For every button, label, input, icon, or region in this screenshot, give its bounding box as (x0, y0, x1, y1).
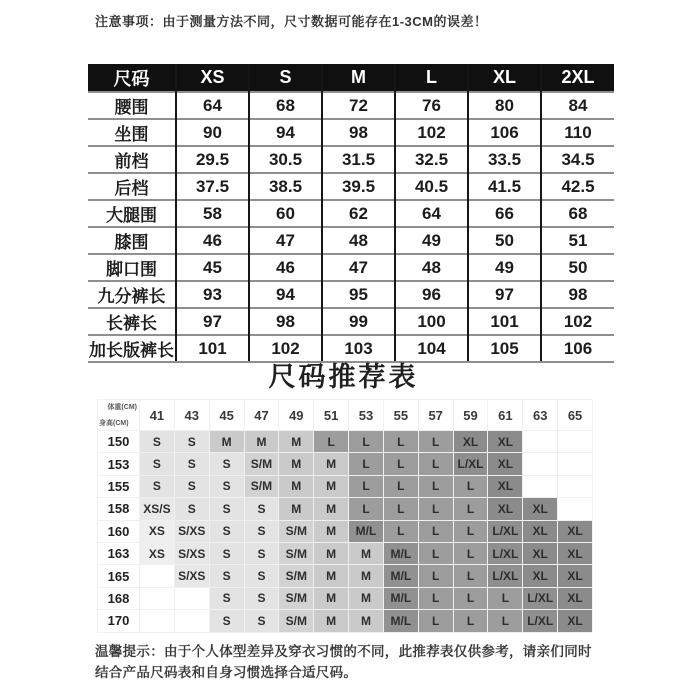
weight-header-43: 43 (174, 400, 209, 431)
size-value-cell: 47 (249, 227, 322, 254)
recommend-cell: M (314, 587, 349, 609)
recommend-cell: M (349, 610, 384, 632)
recommend-cell: S/M (279, 587, 314, 609)
size-row-label: 膝围 (88, 227, 176, 254)
recommend-cell: S (140, 431, 175, 453)
size-row (88, 200, 614, 227)
size-row (88, 308, 614, 335)
size-value-cell: 94 (249, 119, 322, 146)
recommend-cell: L (383, 475, 418, 497)
recommend-cell: L (488, 610, 523, 632)
size-row (88, 173, 614, 200)
size-value-cell: 103 (322, 335, 395, 362)
size-header-label: 尺码 (88, 64, 176, 92)
recommend-cell: L (453, 520, 488, 542)
recommend-cell: L (383, 431, 418, 453)
size-header-xs: XS (176, 64, 249, 92)
recommend-cell: S/XS (174, 520, 209, 542)
recommend-cell: XL (558, 520, 593, 542)
recommend-cell: XL (523, 520, 558, 542)
recommend-cell: XL (523, 498, 558, 520)
size-value-cell: 60 (249, 200, 322, 227)
size-value-cell: 68 (249, 92, 322, 119)
recommend-cell: S/M (244, 453, 279, 475)
recommend-cell: L/XL (488, 565, 523, 587)
recommend-cell: L/XL (488, 542, 523, 564)
size-value-cell: 45 (176, 254, 249, 281)
size-value-cell: 84 (541, 92, 614, 119)
recommend-cell: L (453, 498, 488, 520)
recommend-cell: S (174, 431, 209, 453)
recommend-cell: L (453, 610, 488, 632)
recommend-cell: S (209, 453, 244, 475)
recommend-cell: L (314, 431, 349, 453)
recommend-cell: M (314, 498, 349, 520)
size-value-cell: 39.5 (322, 173, 395, 200)
recommend-cell: L (349, 431, 384, 453)
size-value-cell: 76 (395, 92, 468, 119)
weight-header-57: 57 (418, 400, 453, 431)
recommend-cell: XS/S (140, 498, 175, 520)
size-value-cell: 101 (176, 335, 249, 362)
size-value-cell: 62 (322, 200, 395, 227)
recommend-table-header-row (98, 400, 593, 431)
size-value-cell: 72 (322, 92, 395, 119)
recommend-cell: L (418, 431, 453, 453)
recommend-cell: M/L (383, 610, 418, 632)
size-header-m: M (322, 64, 395, 92)
size-value-cell: 48 (322, 227, 395, 254)
size-value-cell: 50 (468, 227, 541, 254)
size-header-l: L (395, 64, 468, 92)
size-value-cell: 110 (541, 119, 614, 146)
recommend-cell: L (453, 587, 488, 609)
recommend-cell: M/L (349, 520, 384, 542)
size-row-label: 后档 (88, 173, 176, 200)
recommend-cell: S (209, 498, 244, 520)
recommend-row (98, 475, 593, 497)
height-label-163: 163 (98, 542, 140, 564)
recommend-row (98, 520, 593, 542)
weight-header-45: 45 (209, 400, 244, 431)
weight-header-53: 53 (349, 400, 384, 431)
recommend-cell: XL (488, 475, 523, 497)
size-value-cell: 34.5 (541, 146, 614, 173)
recommend-cell-empty (523, 453, 558, 475)
recommend-cell: L (418, 542, 453, 564)
size-value-cell: 64 (176, 92, 249, 119)
recommend-cell: S (174, 475, 209, 497)
size-value-cell: 47 (322, 254, 395, 281)
recommend-cell: S/XS (174, 542, 209, 564)
size-value-cell: 31.5 (322, 146, 395, 173)
recommend-row (98, 587, 593, 609)
size-table-body (88, 92, 614, 362)
recommend-cell: S (140, 475, 175, 497)
size-value-cell: 41.5 (468, 173, 541, 200)
size-value-cell: 98 (249, 308, 322, 335)
recommend-cell: XL (488, 431, 523, 453)
size-value-cell: 68 (541, 200, 614, 227)
size-row (88, 281, 614, 308)
size-row-label: 坐围 (88, 119, 176, 146)
recommend-cell: S (209, 520, 244, 542)
size-row-label: 前档 (88, 146, 176, 173)
recommend-cell: M (279, 475, 314, 497)
recommend-cell: S/M (279, 610, 314, 632)
size-value-cell: 48 (395, 254, 468, 281)
size-value-cell: 97 (468, 281, 541, 308)
size-value-cell: 49 (468, 254, 541, 281)
size-value-cell: 95 (322, 281, 395, 308)
size-value-cell: 49 (395, 227, 468, 254)
recommend-cell: XL (523, 542, 558, 564)
recommend-cell-empty (140, 610, 175, 632)
recommend-row (98, 453, 593, 475)
recommend-cell: M/L (383, 587, 418, 609)
recommend-cell: XL (558, 587, 593, 609)
size-value-cell: 46 (176, 227, 249, 254)
size-value-cell: 37.5 (176, 173, 249, 200)
recommend-cell: M (279, 453, 314, 475)
recommend-cell: M (314, 542, 349, 564)
height-label-158: 158 (98, 498, 140, 520)
size-value-cell: 93 (176, 281, 249, 308)
size-value-cell: 97 (176, 308, 249, 335)
recommend-cell: S (244, 542, 279, 564)
recommend-cell: XL (488, 498, 523, 520)
size-value-cell: 102 (395, 119, 468, 146)
size-table-header-row (88, 64, 614, 92)
recommend-cell: L (349, 475, 384, 497)
size-value-cell: 29.5 (176, 146, 249, 173)
recommend-cell: L (418, 475, 453, 497)
size-value-cell: 100 (395, 308, 468, 335)
height-label-155: 155 (98, 475, 140, 497)
size-header-xl: XL (468, 64, 541, 92)
recommend-cell: S (244, 565, 279, 587)
size-value-cell: 32.5 (395, 146, 468, 173)
size-value-cell: 102 (249, 335, 322, 362)
size-value-cell: 105 (468, 335, 541, 362)
size-value-cell: 98 (541, 281, 614, 308)
recommend-cell: L (418, 587, 453, 609)
recommend-cell: S/M (279, 565, 314, 587)
recommend-cell: L (488, 587, 523, 609)
size-row-label: 腰围 (88, 92, 176, 119)
size-value-cell: 104 (395, 335, 468, 362)
recommend-cell-empty (140, 565, 175, 587)
recommend-cell: M (314, 520, 349, 542)
size-row-label: 脚口围 (88, 254, 176, 281)
size-row-label: 九分裤长 (88, 281, 176, 308)
recommend-cell: M (244, 431, 279, 453)
size-value-cell: 46 (249, 254, 322, 281)
recommend-cell-empty (558, 431, 593, 453)
recommend-cell: S/XS (174, 565, 209, 587)
recommend-cell: XL (558, 610, 593, 632)
weight-header-51: 51 (314, 400, 349, 431)
recommend-row (98, 498, 593, 520)
recommend-cell: S (209, 542, 244, 564)
size-value-cell: 94 (249, 281, 322, 308)
recommend-cell: M (279, 498, 314, 520)
recommend-cell: M (314, 475, 349, 497)
recommend-cell: M (314, 565, 349, 587)
recommend-cell: XL (558, 542, 593, 564)
size-row (88, 119, 614, 146)
height-label-165: 165 (98, 565, 140, 587)
recommend-cell: S (140, 453, 175, 475)
size-spec-table (88, 64, 614, 363)
recommend-cell: M (349, 587, 384, 609)
recommend-cell: S (174, 453, 209, 475)
recommend-cell: S/M (279, 542, 314, 564)
recommend-cell: M (279, 431, 314, 453)
recommend-cell: L (453, 475, 488, 497)
size-header-s: S (249, 64, 322, 92)
recommend-cell: M (209, 431, 244, 453)
recommend-cell: S (209, 565, 244, 587)
size-value-cell: 30.5 (249, 146, 322, 173)
recommend-row (98, 431, 593, 453)
recommend-cell: L (418, 520, 453, 542)
recommend-cell-empty (523, 475, 558, 497)
weight-header-49: 49 (279, 400, 314, 431)
size-row (88, 254, 614, 281)
recommend-cell-empty (174, 587, 209, 609)
recommend-cell: XL (453, 431, 488, 453)
size-value-cell: 101 (468, 308, 541, 335)
recommend-cell: L (349, 453, 384, 475)
size-value-cell: 40.5 (395, 173, 468, 200)
size-recommend-table (97, 399, 593, 633)
recommend-cell: S (244, 610, 279, 632)
size-value-cell: 96 (395, 281, 468, 308)
measurement-error-note: 注意事项：由于测量方法不同，尺寸数据可能存在1-3CM的误差！ (95, 14, 488, 29)
recommend-cell: L/XL (523, 587, 558, 609)
corner-height-label: 身高(CM) (99, 420, 129, 427)
size-row (88, 92, 614, 119)
recommend-cell: L (383, 520, 418, 542)
recommend-cell: L (418, 498, 453, 520)
recommend-cell-empty (558, 498, 593, 520)
warm-tip-note: 温馨提示：由于个人体型差异及穿衣习惯的不同，此推荐表仅供参考，请亲们同时结合产品尺码表和自身习惯选择合适尺码。 (95, 644, 592, 680)
weight-header-59: 59 (453, 400, 488, 431)
weight-header-65: 65 (558, 400, 593, 431)
recommend-cell-empty (558, 453, 593, 475)
recommend-cell: S (209, 587, 244, 609)
recommend-table-body (98, 431, 593, 633)
size-value-cell: 51 (541, 227, 614, 254)
recommend-cell: L/XL (453, 453, 488, 475)
recommend-cell: L (453, 542, 488, 564)
recommend-cell: M (314, 453, 349, 475)
size-value-cell: 33.5 (468, 146, 541, 173)
recommend-cell: S (174, 498, 209, 520)
height-label-160: 160 (98, 520, 140, 542)
recommend-cell: XL (523, 565, 558, 587)
recommend-cell: S/M (279, 520, 314, 542)
recommend-cell: L (453, 565, 488, 587)
recommend-cell: M (349, 565, 384, 587)
size-row-label: 加长版裤长 (88, 335, 176, 362)
size-value-cell: 50 (541, 254, 614, 281)
recommend-cell: M/L (383, 542, 418, 564)
recommend-cell: S (209, 475, 244, 497)
size-recommend-table-container (97, 399, 593, 633)
recommend-table-title: 尺码推荐表 (268, 362, 419, 392)
corner-weight-label: 体重(CM) (107, 404, 137, 411)
height-label-150: 150 (98, 431, 140, 453)
recommend-cell: XL (488, 453, 523, 475)
recommend-cell: L (418, 453, 453, 475)
size-value-cell: 80 (468, 92, 541, 119)
recommend-row (98, 565, 593, 587)
size-value-cell: 99 (322, 308, 395, 335)
recommend-cell-empty (174, 610, 209, 632)
weight-header-41: 41 (140, 400, 175, 431)
height-label-153: 153 (98, 453, 140, 475)
recommend-cell: XS (140, 542, 175, 564)
size-value-cell: 106 (468, 119, 541, 146)
recommend-cell-empty (558, 475, 593, 497)
recommend-cell: XL (558, 565, 593, 587)
recommend-cell: L/XL (523, 610, 558, 632)
size-row-label: 大腿围 (88, 200, 176, 227)
recommend-cell: L (418, 610, 453, 632)
size-row-label: 长裤长 (88, 308, 176, 335)
size-row (88, 146, 614, 173)
weight-header-61: 61 (488, 400, 523, 431)
recommend-cell: S/M (244, 475, 279, 497)
corner-cell (98, 400, 140, 431)
recommend-row (98, 542, 593, 564)
recommend-cell: M (314, 610, 349, 632)
size-spec-table-container (88, 64, 614, 363)
recommend-cell: S (244, 498, 279, 520)
recommend-cell: M/L (383, 565, 418, 587)
size-value-cell: 42.5 (541, 173, 614, 200)
size-value-cell: 64 (395, 200, 468, 227)
size-value-cell: 98 (322, 119, 395, 146)
size-value-cell: 66 (468, 200, 541, 227)
recommend-cell: L (383, 498, 418, 520)
recommend-cell-empty (140, 587, 175, 609)
height-label-168: 168 (98, 587, 140, 609)
recommend-cell: L/XL (488, 520, 523, 542)
recommend-row (98, 610, 593, 632)
size-value-cell: 102 (541, 308, 614, 335)
size-row (88, 227, 614, 254)
recommend-cell: L (418, 565, 453, 587)
size-value-cell: 38.5 (249, 173, 322, 200)
recommend-cell: S (244, 520, 279, 542)
recommend-cell: L (383, 453, 418, 475)
weight-header-47: 47 (244, 400, 279, 431)
weight-header-63: 63 (523, 400, 558, 431)
recommend-cell: XS (140, 520, 175, 542)
size-value-cell: 90 (176, 119, 249, 146)
size-header-2xl: 2XL (541, 64, 614, 92)
height-label-170: 170 (98, 610, 140, 632)
recommend-cell: L (349, 498, 384, 520)
recommend-cell-empty (523, 431, 558, 453)
recommend-cell: S (209, 610, 244, 632)
recommend-cell: M (349, 542, 384, 564)
size-value-cell: 58 (176, 200, 249, 227)
recommend-cell: S (244, 587, 279, 609)
weight-header-55: 55 (383, 400, 418, 431)
size-value-cell: 106 (541, 335, 614, 362)
